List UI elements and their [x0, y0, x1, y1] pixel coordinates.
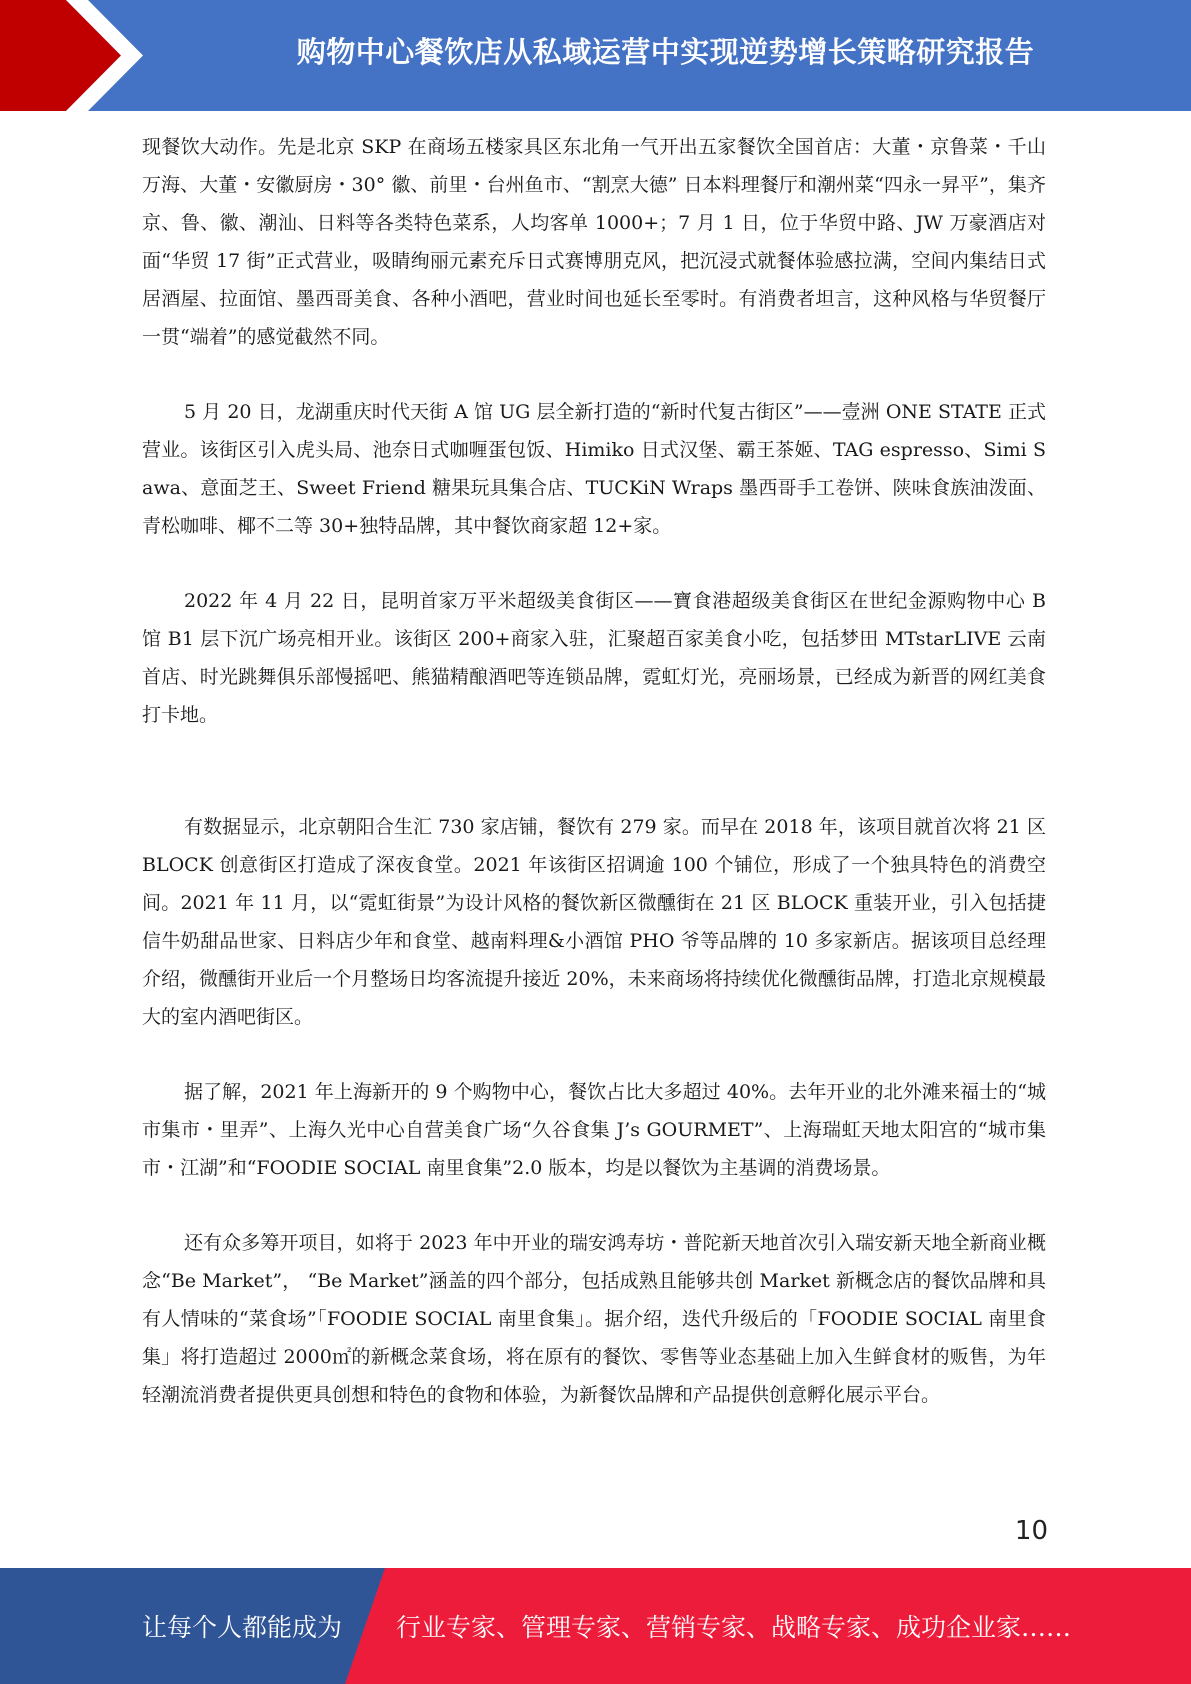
- paragraph: 据了解，2021 年上海新开的 9 个购物中心，餐饮占比大多超过 40%。去年开业的北外滩来福士的“城市集市・里弄”、上海久光中心自营美食广场“久谷食集 J’s GOURMET”、上海瑞虹天地太阳宫的“城市集市・江湖”和“FOODIE SOCIAL 南里食集”2.0 版本，均是以餐饮为主基调的消费场景。: [142, 1081, 1046, 1179]
- paragraph: 还有众多筹开项目，如将于 2023 年中开业的瑞安鸿寿坊・普陀新天地首次引入瑞安新天地全新商业概念“Be Market”， “Be Market”涵盖的四个部分，包括成熟且能够共创 Market 新概念店的餐饮品牌和具有人情味的“菜食场”「FOODIE SOCIAL 南里食集」。据介绍，迭代升级后的「FOODIE SOCIAL 南里食集」将打造超过 2000㎡的新概念菜食场，将在原有的餐饮、零售等业态基础上加入生鲜食材的贩售，为年轻潮流消费者提供更具创想和特色的食物和体验，为新餐饮品牌和产品提供创意孵化展示平台。: [142, 1232, 1046, 1406]
- paragraph: 现餐饮大动作。先是北京 SKP 在商场五楼家具区东北角一气开出五家餐饮全国首店：大董・京鲁菜・千山万海、大董・安徽厨房・30° 徽、前里・台州鱼市、“割烹大德” 日本料理餐厅和潮州菜“四永一昇平”，集齐京、鲁、徽、潮汕、日料等各类特色菜系，人均客单 1000+；7 月 1 日，位于华贸中路、JW 万豪酒店对面“华贸 17 街”正式营业，吸睛绚丽元素充斥日式赛博朋克风，把沉浸式就餐体验感拉满，空间内集结日式居酒屋、拉面馆、墨西哥美食、各种小酒吧，营业时间也延长至零时。有消费者坦言，这种风格与华贸餐厅一贯“端着”的感觉截然不同。: [142, 136, 1046, 348]
- footer-slogan-right: 行业专家、管理专家、营销专家、战略专家、成功企业家……: [396, 1613, 1072, 1642]
- page-header: [0, 0, 1191, 111]
- paragraph: 有数据显示，北京朝阳合生汇 730 家店铺，餐饮有 279 家。而早在 2018 年，该项目就首次将 21 区 BLOCK 创意街区打造成了深夜食堂。2021 年该街区招调逾 100 个铺位，形成了一个独具特色的消费空间。2021 年 11 月，以“霓虹街景”为设计风格的餐饮新区微醺街在 21 区 BLOCK 重装开业，引入包括捷信牛奶甜品世家、日料店少年和食堂、越南料理&小酒馆 PHO 爷等品牌的 10 多家新店。据该项目总经理介绍，微醺街开业后一个月整场日均客流提升接近 20%，未来商场将持续优化微醺街品牌，打造北京规模最大的室内酒吧街区。: [142, 816, 1046, 1028]
- footer-slogan-left: 让每个人都能成为: [142, 1613, 343, 1642]
- header-arrow-decoration: [0, 0, 150, 111]
- page-footer: [0, 1568, 1191, 1684]
- report-title: 购物中心餐饮店从私域运营中实现逆势增长策略研究报告: [296, 34, 1035, 69]
- paragraph: 2022 年 4 月 22 日，昆明首家万平米超级美食街区——寶食港超级美食街区在世纪金源购物中心 B 馆 B1 层下沉广场亮相开业。该街区 200+商家入驻，汇聚超百家美食小吃，包括梦田 MTstarLIVE 云南首店、时光跳舞俱乐部慢摇吧、熊猫精酿酒吧等连锁品牌，霓虹灯光，亮丽场景，已经成为新晋的网红美食打卡地。: [142, 590, 1046, 726]
- paragraph: 5 月 20 日，龙湖重庆时代天街 A 馆 UG 层全新打造的“新时代复古街区”——壹洲 ONE STATE 正式营业。该街区引入虎头局、池奈日式咖喱蛋包饭、Himiko 日式汉堡、霸王茶姬、TAG espresso、Simi Sawa、意面芝王、Sweet Friend 糖果玩具集合店、TUCKiN Wraps 墨西哥手工卷饼、陕味食族油泼面、青松咖啡、椰不二等 30+独特品牌，其中餐饮商家超 12+家。: [142, 401, 1046, 537]
- body-text: [142, 128, 1046, 1451]
- page-number: 10: [1014, 1516, 1048, 1546]
